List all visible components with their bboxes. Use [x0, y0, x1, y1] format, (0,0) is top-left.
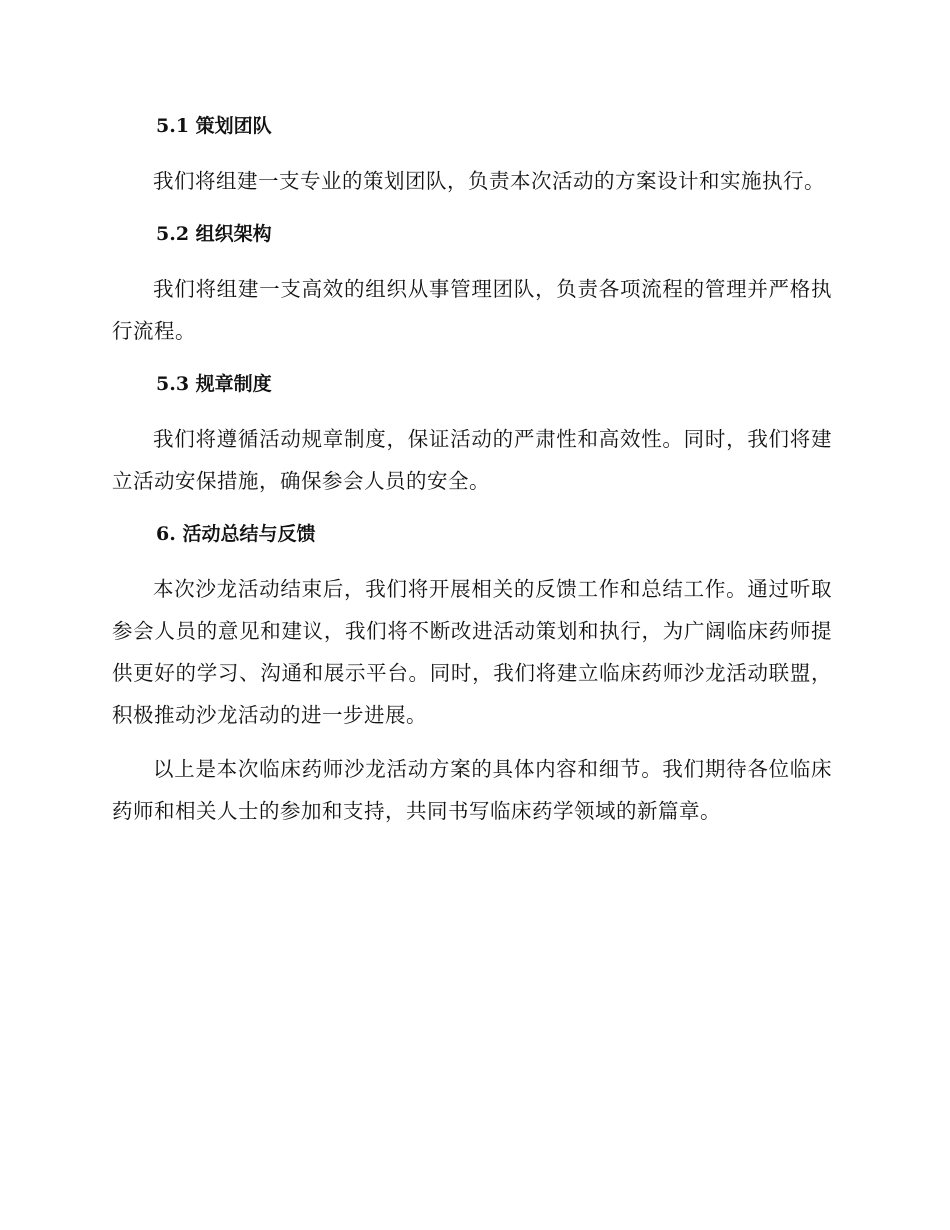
section-paragraph: 我们将组建一支高效的组织从事管理团队，负责各项流程的管理并严格执行流程。: [112, 277, 832, 343]
document-body: [112, 106, 832, 832]
section-heading-6: 6. 活动总结与反馈: [156, 523, 316, 545]
closing-paragraph: 以上是本次临床药师沙龙活动方案的具体内容和细节。我们期待各位临床药师和相关人士的参加和支持，共同书写临床药学领域的新篇章。: [112, 757, 832, 823]
section-paragraph: 我们将组建一支专业的策划团队，负责本次活动的方案设计和实施执行。: [153, 169, 825, 193]
section-heading-5-2: 5.2 组织架构: [156, 223, 272, 245]
section-heading-5-3: 5.3 规章制度: [156, 373, 272, 395]
section-heading-5-1: 5.1 策划团队: [156, 115, 272, 137]
section-paragraph: 我们将遵循活动规章制度，保证活动的严肃性和高效性。同时，我们将建立活动安保措施，确保参会人员的安全。: [112, 427, 832, 493]
section-paragraph: 本次沙龙活动结束后，我们将开展相关的反馈工作和总结工作。通过听取参会人员的意见和建议，我们将不断改进活动策划和执行，为广阔临床药师提供更好的学习、沟通和展示平台。同时，我们将建立临床药师沙龙活动联盟，积极推动沙龙活动的进一步进展。: [112, 577, 832, 727]
